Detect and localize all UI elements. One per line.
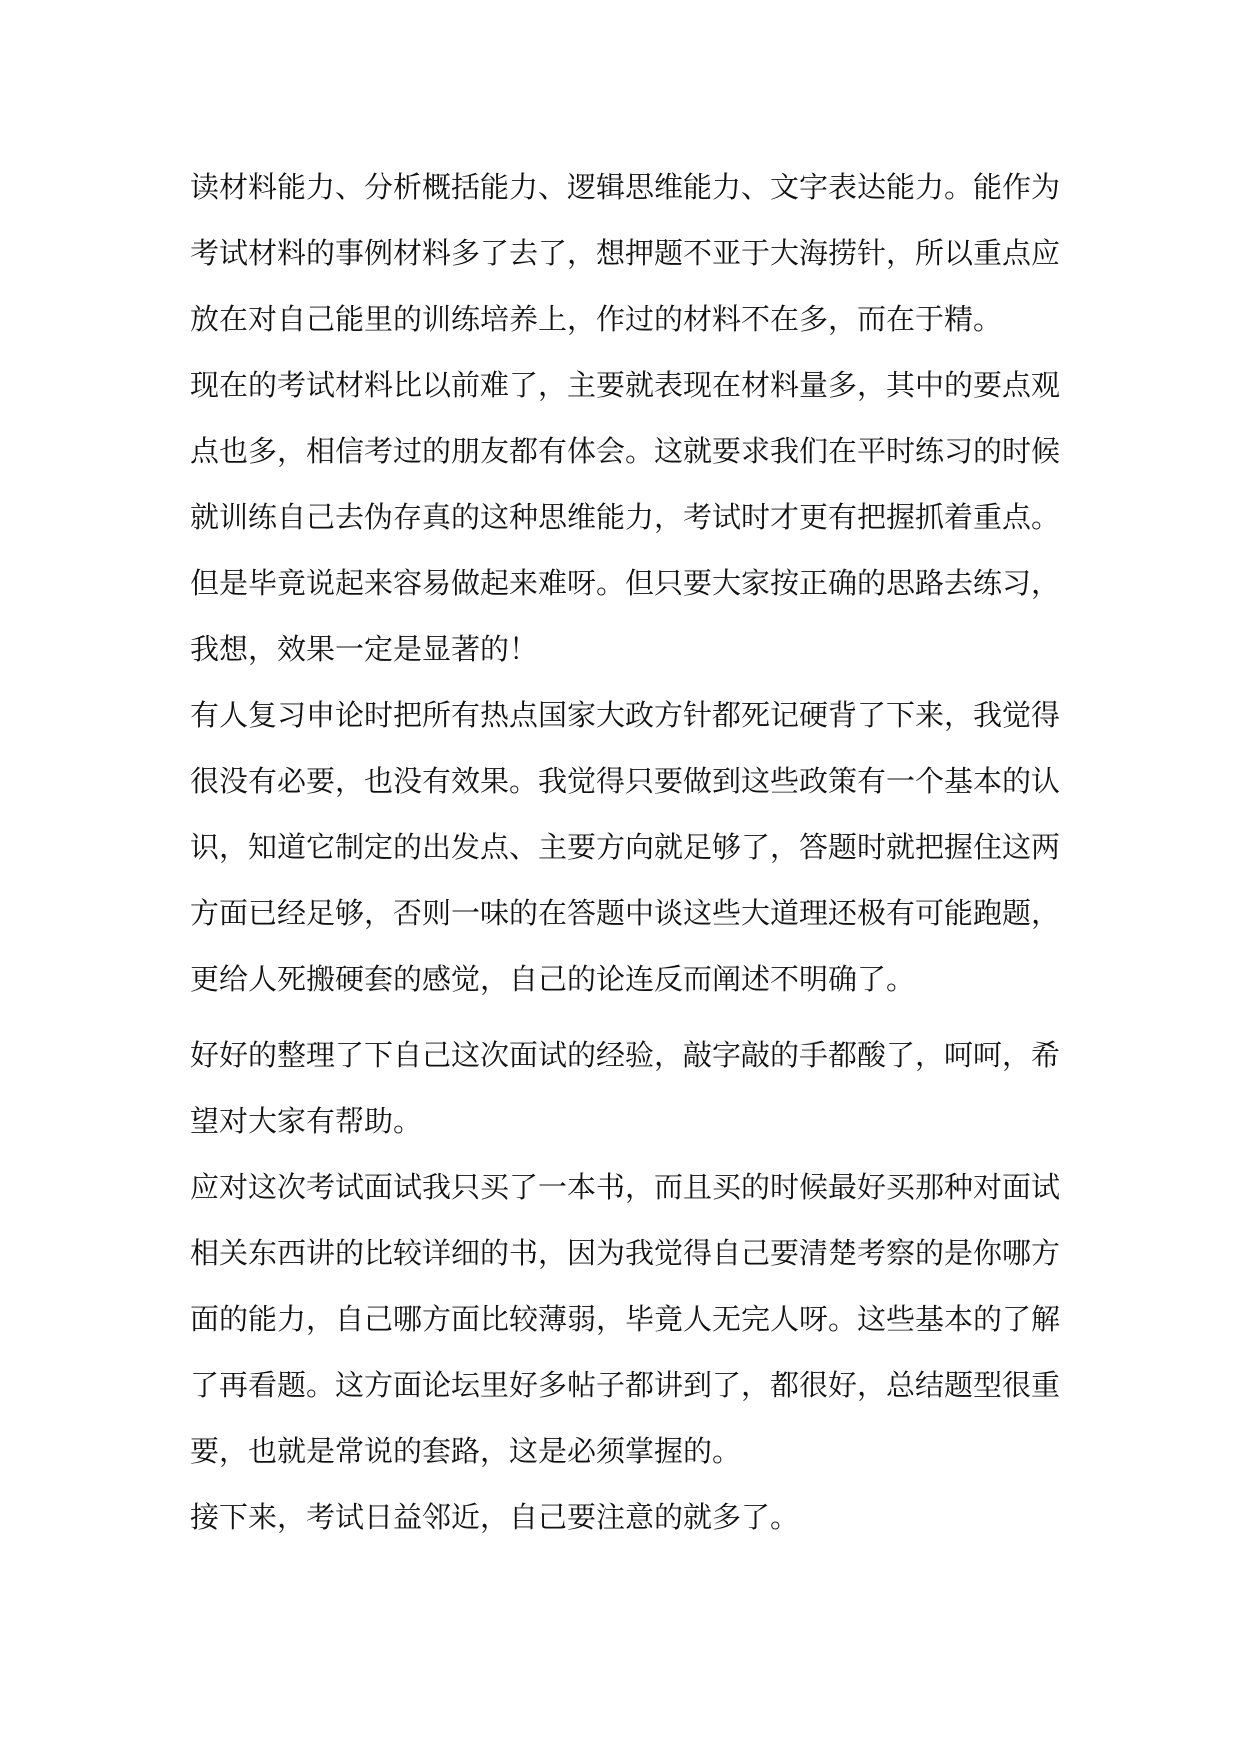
- text-line: 我想，效果一定是显著的！: [190, 632, 539, 666]
- text-line: 接下来，考试日益邻近，自己要注意的就多了。: [190, 1500, 800, 1534]
- text-line: 很没有必要，也没有效果。我觉得只要做到这些政策有一个基本的认: [190, 764, 1061, 798]
- text-line: 望对大家有帮助。: [190, 1104, 423, 1138]
- paragraph: [190, 154, 1061, 352]
- text-line: 面的能力，自己哪方面比较薄弱，毕竟人无完人呀。这些基本的了解: [190, 1302, 1061, 1336]
- text-line: 好好的整理了下自己这次面试的经验，敲字敲的手都酸了，呵呵，希: [190, 1038, 1061, 1072]
- text-line: 方面已经足够，否则一味的在答题中谈这些大道理还极有可能跑题，: [190, 896, 1061, 930]
- text-line: 放在对自己能里的训练培养上，作过的材料不在多，而在于精。: [190, 302, 1003, 336]
- text-line: 了再看题。这方面论坛里好多帖子都讲到了，都很好，总结题型很重: [190, 1368, 1061, 1402]
- text-line: 但是毕竟说起来容易做起来难呀。但只要大家按正确的思路去练习，: [190, 566, 1061, 600]
- text-line: 更给人死搬硬套的感觉，自己的论连反而阐述不明确了。: [190, 962, 916, 996]
- text-line: 读材料能力、分析概括能力、逻辑思维能力、文字表达能力。能作为: [190, 170, 1061, 204]
- paragraph: [190, 352, 1061, 682]
- paragraph: [190, 1484, 1058, 1550]
- text-line: 有人复习申论时把所有热点国家大政方针都死记硬背了下来，我觉得: [190, 698, 1061, 732]
- text-line: 就训练自己去伪存真的这种思维能力，考试时才更有把握抓着重点。: [190, 500, 1061, 534]
- text-line: 要，也就是常说的套路，这是必须掌握的。: [190, 1434, 742, 1468]
- text-line: 识，知道它制定的出发点、主要方向就足够了，答题时就把握住这两: [190, 830, 1061, 864]
- text-line: 考试材料的事例材料多了去了，想押题不亚于大海捞针，所以重点应: [190, 236, 1061, 270]
- text-line: 相关东西讲的比较详细的书，因为我觉得自己要清楚考察的是你哪方: [190, 1236, 1061, 1270]
- document-body: [190, 154, 1061, 1550]
- text-line: 现在的考试材料比以前难了，主要就表现在材料量多，其中的要点观: [190, 368, 1061, 402]
- paragraph: [190, 682, 1061, 1012]
- text-line: 应对这次考试面试我只买了一本书，而且买的时候最好买那种对面试: [190, 1170, 1061, 1204]
- paragraph: [190, 1022, 1061, 1154]
- text-line: 点也多，相信考过的朋友都有体会。这就要求我们在平时练习的时候: [190, 434, 1061, 468]
- paragraph: [190, 1154, 1061, 1484]
